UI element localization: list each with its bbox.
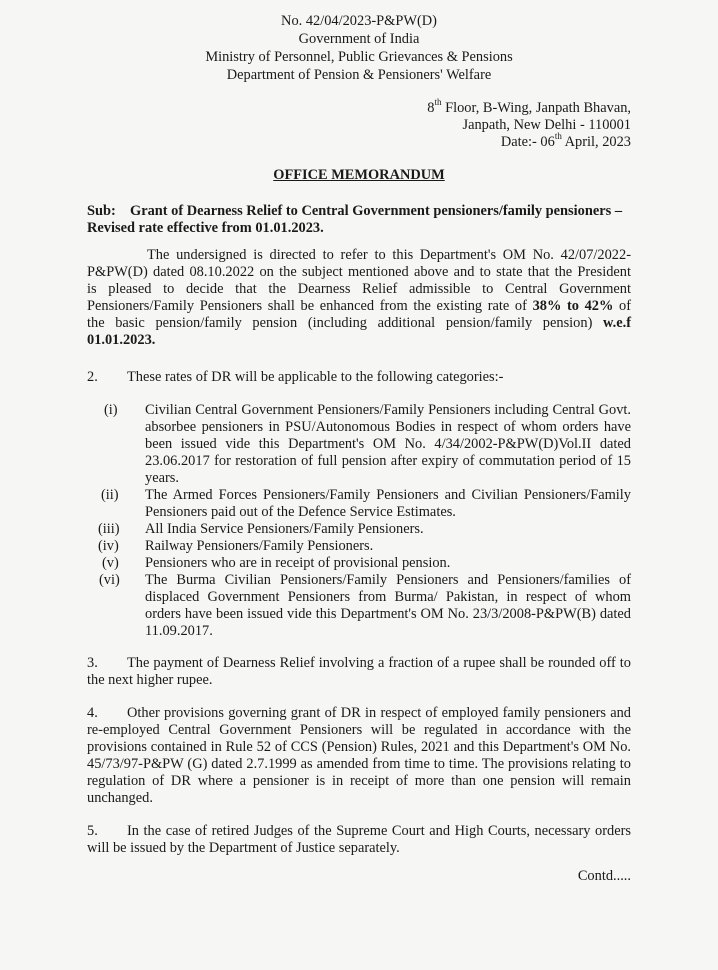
para1-line-2: P&PW(D) dated 08.10.2022 on the subject mentioned above and to state that the President	[87, 264, 631, 280]
para1-line-6: 01.01.2023.	[87, 332, 156, 348]
para3-number: 3.	[87, 655, 98, 671]
item-line: orders have been issued vide this Department's OM No. 23/3/2008-P&PW(B) dated	[145, 606, 631, 622]
para4-line-3: provisions contained in Rule 52 of CCS (Pension) Rules, 2021 and this Department's OM No.	[87, 739, 631, 755]
item-line: All India Service Pensioners/Family Pensioners.	[145, 521, 424, 537]
subject-label: Sub:	[87, 203, 116, 219]
para4-line-1: Other provisions governing grant of DR in respect of employed family pensioners and	[127, 705, 631, 721]
govt-name: Government of India	[298, 31, 420, 47]
para1-line-1: The undersigned is directed to refer to this Department's OM No. 42/07/2022-	[147, 247, 631, 263]
para4-line-4: 45/73/97-P&PW (G) dated 2.7.1999 as amended from time to time. The provisions relating to	[87, 756, 631, 772]
file-number: No. 42/04/2023-P&PW(D)	[281, 13, 437, 29]
item-line: Pensioners who are in receipt of provisional pension.	[145, 555, 451, 571]
para5-line-2: will be issued by the Department of Justice separately.	[87, 840, 400, 856]
memo-title: OFFICE MEMORANDUM	[273, 167, 445, 183]
continued-note: Contd.....	[577, 868, 631, 884]
item-line: 11.09.2017.	[145, 623, 213, 639]
item-line: years.	[145, 470, 179, 486]
para4-line-2: re-employed Central Government Pensioners will be regulated in accordance with the	[87, 722, 631, 738]
item-number: (iv)	[98, 538, 119, 554]
item-number: (ii)	[101, 487, 119, 503]
para5-line-1: In the case of retired Judges of the Supreme Court and High Courts, necessary orders	[127, 823, 631, 839]
item-line: Railway Pensioners/Family Pensioners.	[145, 538, 374, 554]
item-number: (v)	[102, 555, 119, 571]
address-line-1: 8th Floor, B-Wing, Janpath Bhavan,	[427, 97, 631, 116]
item-line: The Burma Civilian Pensioners/Family Pensioners and Pensioners/families of	[145, 572, 631, 588]
item-line: been issued vide this Department's OM No. 4/34/2002-P&PW(D)Vol.II dated	[145, 436, 631, 452]
para1-line-4: Pensioners/Family Pensioners shall be enhanced from the existing rate of 38% to 42% of	[87, 298, 631, 314]
item-line: displaced Government Pensioners from Burma/ Pakistan, in respect of whom	[145, 589, 631, 605]
item-number: (iii)	[98, 521, 120, 537]
para4-line-6: unchanged.	[87, 790, 153, 806]
para2-number: 2.	[87, 369, 98, 385]
para1-line-5: the basic pension/family pension (including additional pension/family pension) w.e.f	[87, 315, 631, 331]
subject-line-1: Grant of Dearness Relief to Central Government pensioners/family pensioners –	[130, 203, 623, 219]
item-line: The Armed Forces Pensioners/Family Pensioners and Civilian Pensioners/Family	[145, 487, 631, 503]
subject-line-2: Revised rate effective from 01.01.2023.	[87, 220, 324, 236]
item-number: (i)	[104, 402, 118, 418]
ministry-name: Ministry of Personnel, Public Grievances & Pensions	[205, 49, 513, 65]
memo-date: Date:- 06th April, 2023	[500, 131, 631, 150]
para1-line-3: is pleased to decide that the Dearness Relief admissible to Central Government	[87, 281, 631, 297]
para4-line-5: regulation of DR where a pensioner is in receipt of more than one pension will remain	[87, 773, 631, 789]
para3-line-1: The payment of Dearness Relief involving a fraction of a rupee shall be rounded off to	[127, 655, 631, 671]
item-line: Civilian Central Government Pensioners/Family Pensioners including Central Govt.	[145, 402, 631, 418]
para5-number: 5.	[87, 823, 98, 839]
item-number: (vi)	[99, 572, 120, 588]
item-line: absorbee pensioners in PSU/Autonomous Bodies in respect of whom orders have	[145, 419, 631, 435]
item-line: 23.06.2017 for restoration of full pension after expiry of commutation period of 15	[145, 453, 631, 469]
para2-text: These rates of DR will be applicable to the following categories:-	[127, 369, 504, 385]
para4-number: 4.	[87, 705, 98, 721]
department-name: Department of Pension & Pensioners' Welfare	[226, 67, 492, 83]
para3-line-2: the next higher rupee.	[87, 672, 213, 688]
address-line-2: Janpath, New Delhi - 110001	[462, 117, 631, 133]
item-line: Pensioners paid out of the Defence Service Estimates.	[145, 504, 456, 520]
